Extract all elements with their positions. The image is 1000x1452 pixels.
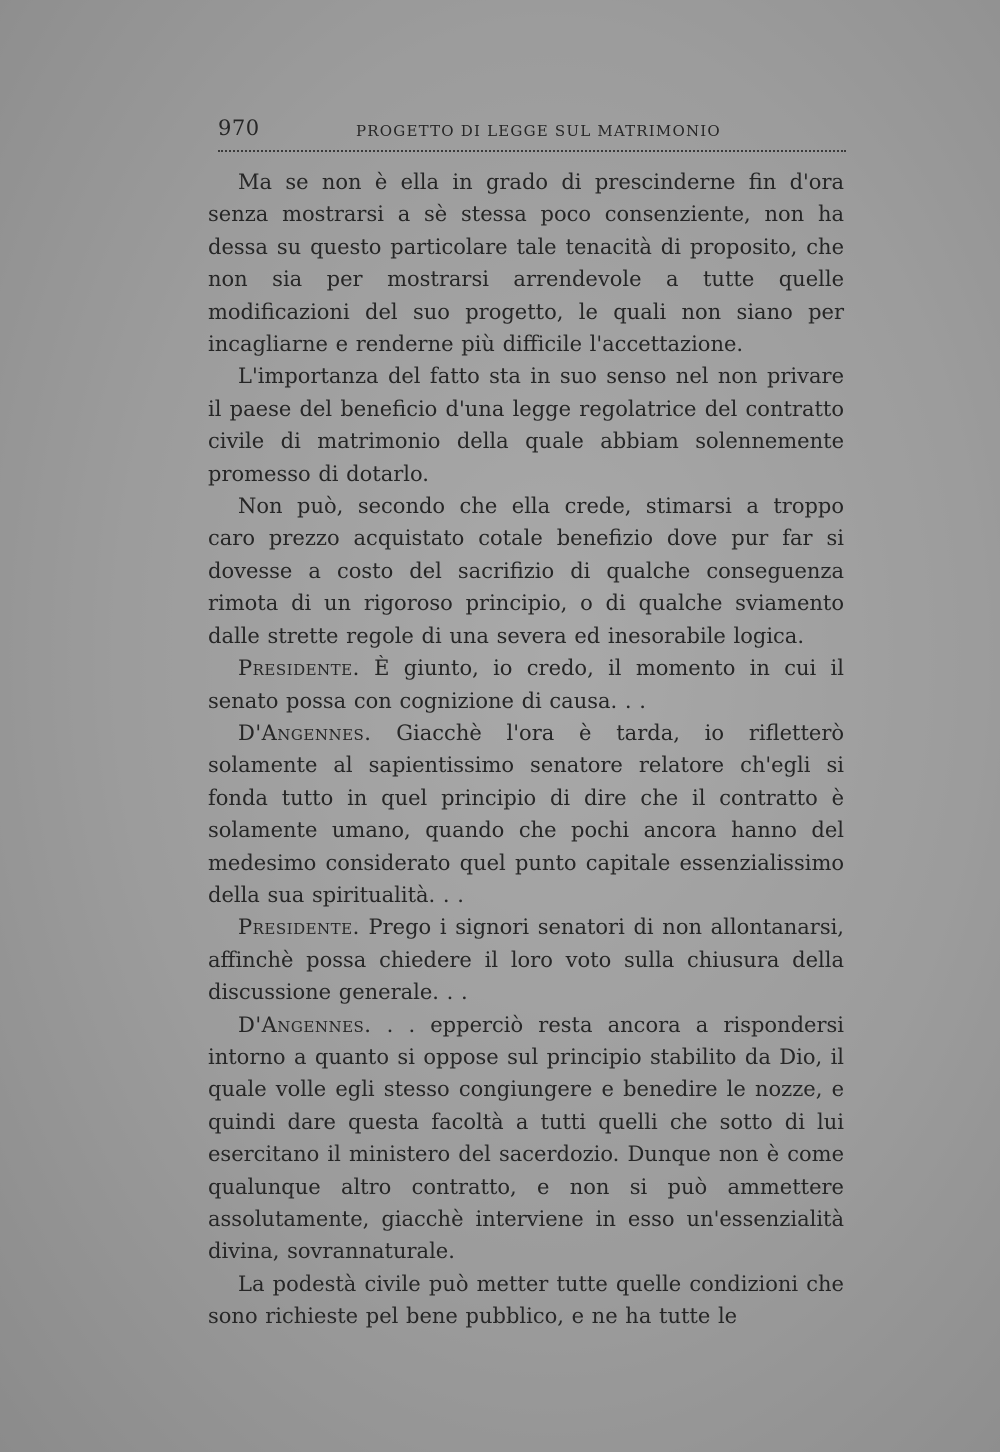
- paragraph-text: L'importanza del fatto sta in suo senso nel non privare il paese del beneficio d'una legge regolatrice del contratto civile di matrimonio della quale abbiam solennemente promesso di dotarlo.: [208, 364, 844, 486]
- paragraph: [208, 490, 844, 652]
- paragraph-text: Ma se non è ella in grado di prescinderne fin d'ora senza mostrarsi a sè stessa poco consenziente, non ha dessa su questo particolare tale tenacità di proposito, che non sia per mostrarsi arrendevole a tutte quelle modificazioni del suo progetto, le quali non siano per incagliarne e renderne più difficile l'accettazione.: [208, 170, 844, 357]
- paragraph-text: . . epperciò resta ancora a rispondersi intorno a quanto si oppose sul principio stabilito da Dio, il quale volle egli stesso congiungere e benedire le nozze, e quindi dare questa facoltà a tutti quelli che sotto di lui esercitano il ministero del sacerdozio. Dunque non è come qualunque altro contratto, e non si può ammettere assolutamente, giacchè interviene in esso un'essenzialità divina, sovrannaturale.: [208, 1012, 844, 1264]
- paragraph: [208, 360, 844, 490]
- paragraph: [208, 1268, 844, 1333]
- speaker-name: D'Angennes.: [238, 1012, 372, 1037]
- page-header: [218, 116, 846, 146]
- speaker-name: Presidente.: [238, 915, 360, 940]
- paragraph-text: Prego i signori senatori di non allontanarsi, affinchè possa chiedere il loro voto sulla chiusura della discussione generale. . .: [208, 915, 844, 1005]
- speaker-name: D'Angennes.: [238, 720, 372, 745]
- paragraph-text: La podestà civile può metter tutte quelle condizioni che sono richieste pel bene pubblico, e ne ha tutte le: [208, 1271, 844, 1329]
- paragraph: [208, 166, 844, 360]
- body-text: [208, 166, 844, 1333]
- running-head: PROGETTO DI LEGGE SUL MATRIMONIO: [356, 122, 721, 140]
- paragraph-text: È giunto, io credo, il momento in cui il senato possa con cognizione di causa. . .: [208, 656, 844, 713]
- speaker-name: Presidente.: [238, 656, 360, 681]
- speech-paragraph: [208, 717, 844, 911]
- speech-paragraph: [208, 652, 844, 717]
- speech-paragraph: [208, 1009, 844, 1268]
- header-rule: [218, 150, 846, 152]
- paragraph-text: Non può, secondo che ella crede, stimarsi a troppo caro prezzo acquistato cotale benefizio dove pur far si dovesse a costo del sacrifizio di qualche conseguenza rimota di un rigoroso principio, o di qualche sviamento dalle strette regole di una severa ed inesorabile logica.: [208, 494, 844, 648]
- paragraph-text: Giacchè l'ora è tarda, io rifletterò solamente al sapientissimo senatore relatore ch'egli si fonda tutto in quel principio di dire che il contratto è solamente umano, quando che pochi ancora hanno del medesimo considerato quel punto capitale essenzialissimo della sua spiritualità. . .: [208, 720, 844, 907]
- speech-paragraph: [208, 911, 844, 1008]
- page-number: 970: [218, 116, 260, 140]
